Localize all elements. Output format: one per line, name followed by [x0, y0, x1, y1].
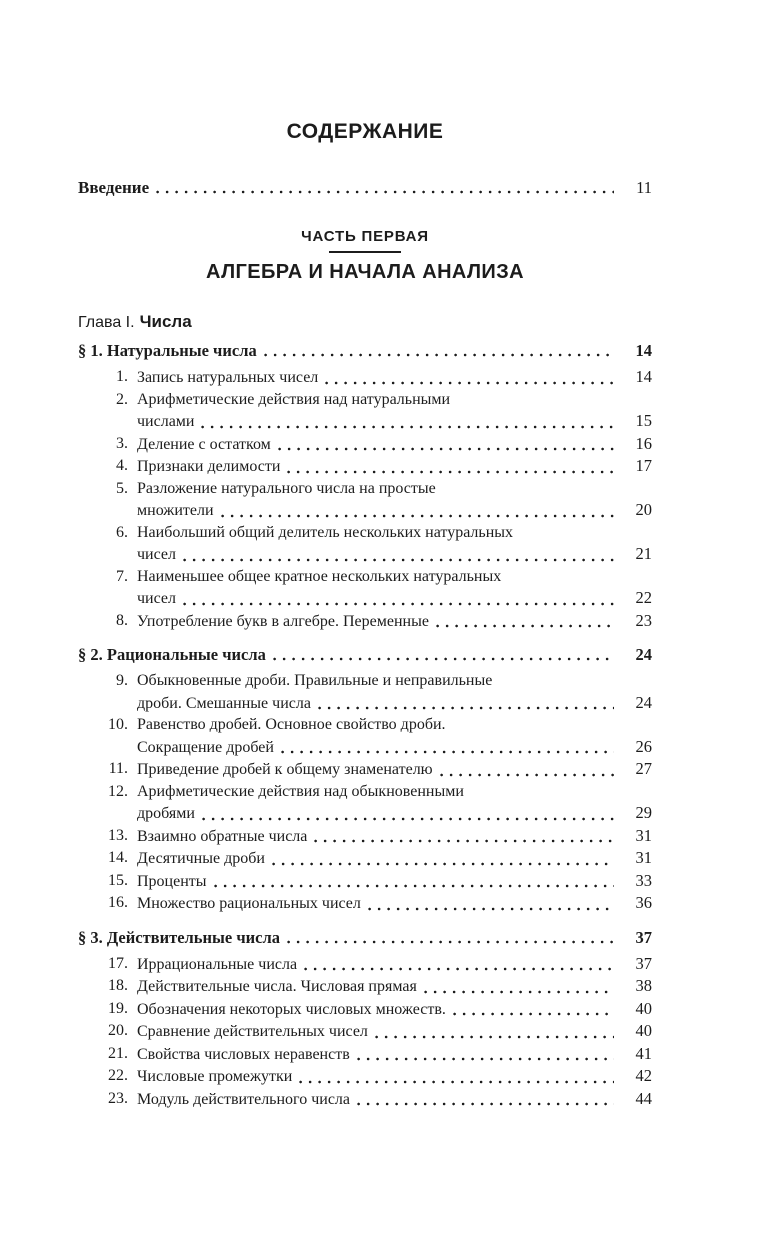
toc-entry [78, 1020, 652, 1043]
toc-entry [78, 610, 652, 633]
entry-number: 3. [116, 434, 128, 452]
page-title: СОДЕРЖАНИЕ [286, 120, 444, 143]
section-heading [78, 928, 652, 948]
dot-leader [424, 990, 614, 994]
dot-leader [357, 1102, 614, 1106]
entry-page: 23 [635, 610, 652, 630]
toc-entry [78, 758, 652, 781]
entry-page: 42 [635, 1066, 652, 1085]
entry-text: Проценты [137, 872, 207, 890]
dot-leader [183, 558, 614, 562]
entry-number: 1. [116, 368, 128, 385]
entry-page: 33 [635, 870, 652, 890]
toc-entry [78, 478, 652, 522]
entry-text: Приведение дробей к общему знаменателю [137, 761, 433, 778]
entry-number: 4. [116, 457, 128, 474]
toc-entry [78, 975, 652, 998]
toc-entry [78, 1088, 652, 1111]
section-heading [78, 645, 652, 665]
entry-page: 44 [635, 1088, 652, 1108]
section-page: 37 [635, 927, 652, 947]
entry-body [137, 758, 652, 781]
dot-leader [375, 1035, 614, 1039]
entry-text: Разложение натурального числа на простые [137, 479, 436, 497]
entry-text: Обозначения некоторых числовых множеств. [137, 1000, 446, 1018]
dot-leader [202, 817, 614, 821]
entry-page: 40 [635, 998, 652, 1018]
entry-text: Свойства числовых неравенств [137, 1045, 350, 1063]
entry-text: Наименьшее общее кратное нескольких натуральных [137, 567, 502, 585]
toc-section [78, 341, 652, 632]
dot-leader [453, 1012, 614, 1016]
section-title: § 1. Натуральные числа [78, 341, 257, 360]
section-title: § 3. Действительные числа [78, 927, 280, 947]
entry-page: 29 [635, 803, 652, 822]
entry-text: дробями [137, 805, 195, 822]
entry-text: Запись натуральных чисел [137, 369, 319, 386]
entry-number: 7. [116, 567, 128, 585]
entry-page: 17 [635, 456, 652, 475]
entry-body [137, 433, 652, 456]
toc-entry [78, 522, 652, 566]
entry-text: числами [137, 413, 195, 430]
entry-text: Признаки делимости [137, 458, 281, 475]
dot-leader [273, 657, 614, 661]
entry-body [137, 670, 652, 714]
section-items [78, 366, 652, 632]
entry-body [137, 953, 652, 976]
entry-number: 12. [108, 782, 128, 800]
entry-number: 14. [108, 849, 128, 866]
entry-page: 16 [635, 433, 652, 453]
entry-page: 36 [635, 893, 652, 912]
entry-body [137, 825, 652, 848]
toc-entry [78, 825, 652, 848]
entry-text: Модуль действительного числа [137, 1090, 350, 1108]
dot-leader [264, 353, 614, 357]
toc-entry [78, 433, 652, 456]
entry-page: 38 [635, 976, 652, 995]
entry-body [137, 781, 652, 825]
entry-number: 23. [108, 1089, 128, 1107]
toc-entry [78, 998, 652, 1021]
entry-text: множители [137, 502, 214, 519]
toc-section [78, 928, 652, 1111]
entry-number: 10. [108, 716, 128, 733]
entry-text: Сокращение дробей [137, 738, 274, 756]
entry-body [137, 870, 652, 893]
entry-body [137, 975, 652, 998]
section-items [78, 670, 652, 915]
toc-entry [78, 566, 652, 610]
dot-leader [156, 190, 614, 194]
dot-leader [221, 514, 614, 518]
entry-page: 26 [635, 736, 652, 756]
entry-number: 17. [108, 954, 128, 972]
dot-leader [201, 425, 614, 429]
entry-number: 16. [108, 894, 128, 911]
entry-page: 31 [635, 825, 652, 845]
entry-body [137, 1088, 652, 1111]
dot-leader [281, 750, 614, 754]
entry-body [137, 478, 652, 522]
toc-section [78, 645, 652, 915]
entry-number: 2. [116, 390, 128, 408]
entry-number: 21. [108, 1044, 128, 1062]
entry-page: 21 [635, 544, 652, 563]
entry-body [137, 892, 652, 915]
entry-text: дроби. Смешанные числа [137, 694, 311, 712]
toc-entry [78, 1043, 652, 1066]
entry-body [137, 610, 652, 633]
entry-body [137, 1020, 652, 1043]
entry-page: 31 [635, 848, 652, 867]
dot-leader [287, 940, 614, 944]
section-title: § 2. Рациональные числа [78, 645, 266, 664]
dot-leader [325, 381, 614, 385]
entry-text: Арифметические действия над натуральными [137, 390, 451, 408]
toc-entry [78, 892, 652, 915]
part-divider [329, 251, 401, 253]
entry-page: 24 [635, 692, 652, 712]
dot-leader [278, 447, 614, 451]
entry-text: Действительные числа. Числовая прямая [137, 978, 417, 995]
entry-number: 20. [108, 1022, 128, 1039]
entry-page: 27 [635, 759, 652, 778]
intro-entry [78, 178, 652, 198]
part-heading [78, 228, 652, 284]
entry-body [137, 1043, 652, 1066]
entry-page: 11 [636, 178, 652, 197]
toc-entry [78, 781, 652, 825]
chapter-label: Глава I. [78, 314, 135, 331]
entry-body [137, 1065, 652, 1088]
toc-entry [78, 870, 652, 893]
chapter-heading [78, 312, 652, 332]
entry-page: 14 [635, 367, 652, 386]
toc-entry [78, 1065, 652, 1088]
toc-entry [78, 847, 652, 870]
entry-text: чисел [137, 590, 176, 607]
toc-entry [78, 366, 652, 389]
entry-text: Числовые промежутки [137, 1068, 293, 1085]
dot-leader [368, 907, 614, 911]
entry-text: Введение [78, 178, 150, 197]
entry-page: 20 [635, 500, 652, 519]
part-title: АЛГЕБРА И НАЧАЛА АНАЛИЗА [206, 261, 524, 283]
section-page: 14 [635, 341, 652, 360]
section-page: 24 [635, 645, 652, 664]
dot-leader [304, 967, 614, 971]
entry-number: 8. [116, 611, 128, 629]
entry-page: 40 [635, 1021, 652, 1040]
entry-text: чисел [137, 546, 176, 563]
entry-body [137, 998, 652, 1021]
entry-text: Множество рациональных чисел [137, 895, 361, 912]
entry-number: 15. [108, 871, 128, 889]
entry-text: Сравнение действительных чисел [137, 1023, 368, 1040]
dot-leader [183, 602, 614, 606]
dot-leader [287, 470, 614, 474]
section-items [78, 953, 652, 1111]
entry-text: Наибольший общий делитель нескольких натуральных [137, 523, 514, 541]
entry-text: Равенство дробей. Основное свойство дроби. [137, 716, 446, 733]
dot-leader [357, 1057, 614, 1061]
dot-leader [214, 884, 614, 888]
entry-number: 6. [116, 523, 128, 541]
dot-leader [318, 706, 614, 710]
entry-page: 15 [635, 411, 652, 430]
chapter-title: Числа [139, 312, 192, 331]
entry-text: Десятичные дроби [137, 850, 265, 867]
entry-body [137, 522, 652, 566]
dot-leader [440, 773, 614, 777]
dot-leader [436, 624, 614, 628]
entry-number: 19. [108, 999, 128, 1017]
toc-entry [78, 455, 652, 478]
toc-entry [78, 953, 652, 976]
entry-body [137, 847, 652, 870]
entry-text: Обыкновенные дроби. Правильные и неправильные [137, 672, 493, 689]
entry-text: Взаимно обратные числа [137, 827, 308, 845]
dot-leader [299, 1080, 614, 1084]
entry-body [137, 455, 652, 478]
dot-leader [314, 839, 614, 843]
entry-page: 22 [635, 588, 652, 607]
toc-entry [78, 714, 652, 758]
toc-entry [78, 670, 652, 714]
entry-body [137, 389, 652, 433]
entry-number: 18. [108, 977, 128, 994]
entry-page: 41 [635, 1043, 652, 1063]
entry-number: 11. [108, 760, 128, 777]
entry-page: 37 [635, 953, 652, 973]
entry-body [137, 714, 652, 758]
entry-body [137, 366, 652, 389]
section-heading [78, 341, 652, 361]
entry-text: Арифметические действия над обыкновенными [137, 782, 464, 800]
entry-number: 13. [108, 826, 128, 844]
toc-entry [78, 389, 652, 433]
entry-text: Иррациональные числа [137, 955, 298, 973]
entry-number: 9. [116, 672, 128, 689]
entry-body [137, 566, 652, 610]
part-kicker: ЧАСТЬ ПЕРВАЯ [301, 228, 429, 245]
entry-text: Деление с остатком [137, 435, 271, 453]
entry-number: 22. [108, 1067, 128, 1084]
entry-text: Употребление букв в алгебре. Переменные [137, 612, 429, 630]
entry-number: 5. [116, 479, 128, 497]
dot-leader [272, 862, 614, 866]
toc-sections [78, 341, 652, 1110]
